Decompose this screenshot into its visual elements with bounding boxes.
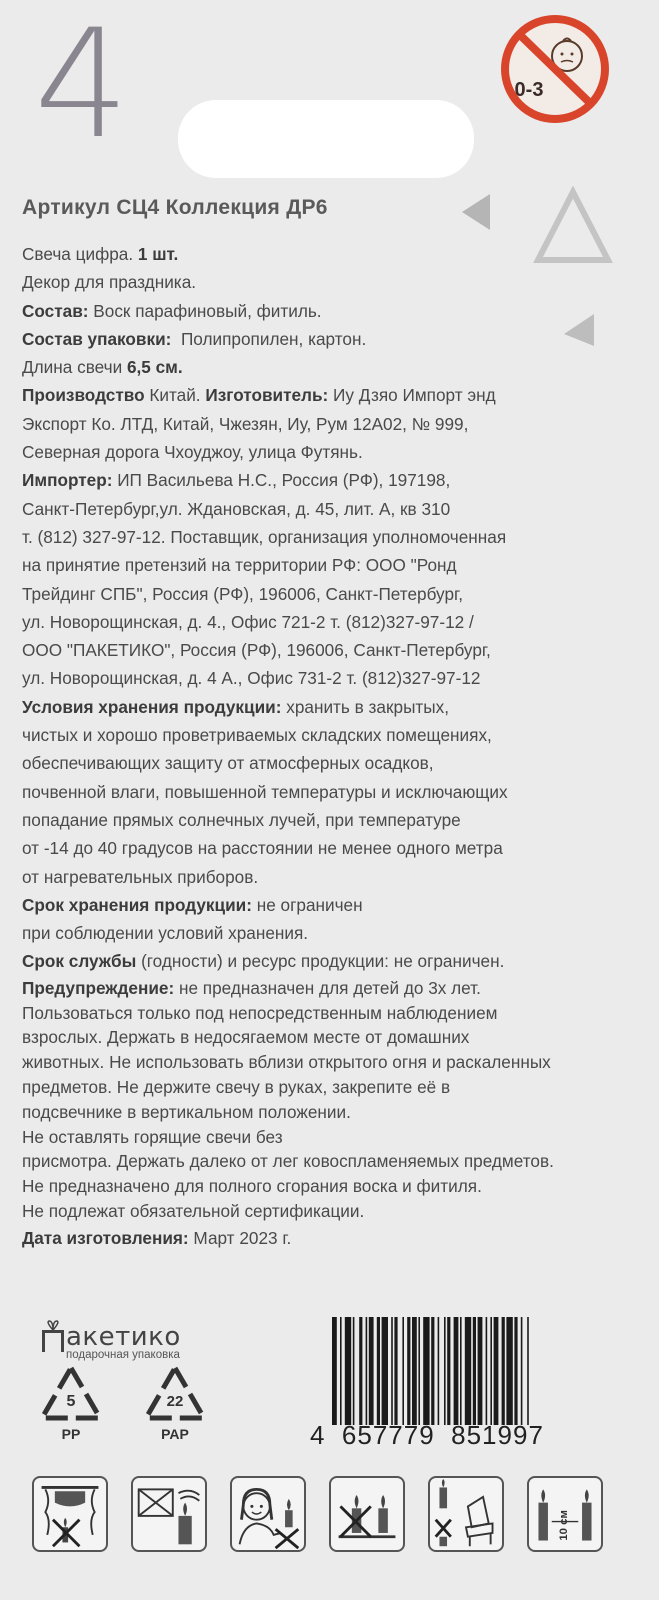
brand-name: акетико: [66, 1322, 181, 1352]
text-line: ул. Новорощинская, д. 4., Офис 721-2 т. (812)327-97-12 /: [22, 611, 474, 632]
barcode-bar: [382, 1317, 388, 1425]
text-line: почвенной влаги, повышенной температуры и исключающих: [22, 781, 508, 802]
distance-10cm-icon: [527, 1476, 603, 1552]
text-line: животных. Не использовать вблизи открытого огня и раскаленных: [22, 1052, 551, 1073]
barcode-bar: [391, 1317, 393, 1425]
barcode-bar: [412, 1317, 417, 1425]
text-line: Срок хранения продукции: не ограничен: [22, 894, 363, 915]
barcode-bar: [418, 1317, 420, 1425]
text-line: при соблюдении условий хранения.: [22, 923, 309, 944]
text-line: т. (812) 327-97-12. Поставщик, организация уполномоченная: [22, 526, 507, 547]
gift-box-icon: [40, 1320, 66, 1352]
barcode-bar: [332, 1317, 337, 1425]
text-line: Состав: Воск парафиновый, фитиль.: [22, 300, 322, 321]
barcode-bar: [377, 1317, 380, 1425]
svg-text:10 см: 10 см: [557, 1510, 570, 1541]
text-line: от -14 до 40 градусов на расстоянии не менее одного метра: [22, 838, 503, 859]
text-line: Предупреждение: не предназначен для детей до 3х лет.: [22, 977, 481, 998]
text-line: ООО "ПАКЕТИКО", Россия (РФ), 196006, Санкт-Петербург,: [22, 640, 491, 661]
text-line: обеспечивающих защиту от атмосферных осадков,: [22, 753, 434, 774]
barcode-bar: [407, 1317, 410, 1425]
barcode-bar: [447, 1317, 450, 1425]
brand-logo: [40, 1320, 181, 1361]
barcode-bar: [454, 1317, 459, 1425]
text-line: Не подлежат обязательной сертификации.: [22, 1200, 365, 1221]
text-line: Трейдинг СПБ", Россия (РФ), 196006, Санкт-Петербург,: [22, 583, 463, 604]
barcode-bar: [506, 1317, 512, 1425]
no-flammables-icon: [131, 1476, 207, 1552]
age-badge-label: 0-3: [514, 79, 544, 101]
barcode-bar: [521, 1317, 523, 1425]
child-supervision-icon: [230, 1476, 306, 1552]
text-line: попадание прямых солнечных лучей, при температуре: [22, 809, 461, 830]
recycle-pap-label: PAP: [161, 1426, 189, 1442]
barcode-bar: [514, 1317, 517, 1425]
no-near-candle-icon: [329, 1476, 405, 1552]
text-line: Санкт-Петербург,ул. Ждановская, д. 45, лит. А, кв 310: [22, 498, 451, 519]
text-line: от нагревательных приборов.: [22, 866, 259, 887]
text-line: ул. Новорощинская, д. 4 А., Офис 731-2 т. (812)327-97-12: [22, 668, 481, 689]
svg-text:5: 5: [66, 1393, 76, 1410]
barcode-bar: [486, 1317, 488, 1425]
text-line: Экспорт Ко. ЛТД, Китай, Чжезян, Иу, Рум 12А02, № 999,: [22, 413, 469, 434]
barcode-bar: [444, 1317, 446, 1425]
barcode-bar: [438, 1317, 440, 1425]
text-line: Срок службы (годности) и ресурс продукции: не ограничен.: [22, 951, 505, 972]
svg-text:22: 22: [166, 1393, 184, 1410]
text-line: Условия хранения продукции: хранить в закрытых,: [22, 696, 450, 717]
decor-triangle-small: [458, 192, 494, 232]
safety-pictograms: [32, 1476, 603, 1552]
big-number-digit: 4: [34, 0, 128, 172]
text-line: взрослых. Держать в недосягаемом месте от домашних: [22, 1027, 470, 1048]
text-line: Производство Китай. Изготовитель: Иу Дзяо Импорт энд: [22, 385, 496, 406]
no-curtains-icon: [32, 1476, 108, 1552]
text-line: предметов. Не держите свечу в руках, закрепите её в: [22, 1076, 451, 1097]
barcode-number: 4 657779 851997: [310, 1420, 544, 1450]
white-label-patch: [178, 100, 474, 178]
barcode-bar: [465, 1317, 471, 1425]
age-restriction-icon: [497, 14, 613, 124]
barcode-bar: [353, 1317, 355, 1425]
text-line: подсвечнике в вертикальном положении.: [22, 1101, 351, 1122]
barcode-bar: [402, 1317, 404, 1425]
barcode-bar: [527, 1317, 529, 1425]
text-line: Состав упаковки: Полипропилен, картон.: [22, 328, 367, 349]
recycle-pp-label: PP: [61, 1426, 81, 1442]
barcode-bar: [478, 1317, 483, 1425]
text-line: чистых и хорошо проветриваемых складских помещениях,: [22, 725, 492, 746]
barcode: [330, 1317, 630, 1425]
text-line: присмотра. Держать далеко от лег ковоспламеняемых предметов.: [22, 1151, 554, 1172]
text-line: Декор для праздника.: [22, 272, 197, 293]
barcode-bar: [369, 1317, 374, 1425]
barcode-bar: [502, 1317, 505, 1425]
barcode-bar: [473, 1317, 476, 1425]
barcode-bar: [366, 1317, 368, 1425]
recycle-pp-icon: [36, 1362, 106, 1424]
text-line: Не предназначено для полного сгорания воска и фитиля.: [22, 1176, 482, 1197]
article-title: Артикул СЦ4 Коллекция ДР6: [22, 196, 328, 219]
text-line: Северная дорога Чхоуджоу, улица Футянь.: [22, 442, 363, 463]
barcode-bar: [394, 1317, 397, 1425]
barcode-bar: [490, 1317, 492, 1425]
barcode-bar: [340, 1317, 342, 1425]
text-line: Пользоваться только под непосредственным наблюдением: [22, 1002, 498, 1023]
brand-tagline: подарочная упаковка: [66, 1349, 180, 1361]
product-description: [22, 240, 642, 1252]
text-line: на принятие претензий на территории РФ: ООО "Ронд: [22, 555, 457, 576]
barcode-bar: [431, 1317, 434, 1425]
text-line: Дата изготовления: Март 2023 г.: [22, 1227, 292, 1248]
barcode-bar: [494, 1317, 499, 1425]
barcode-bar: [460, 1317, 462, 1425]
no-furniture-icon: [428, 1476, 504, 1552]
text-line: Не оставлять горящие свечи без: [22, 1126, 283, 1147]
text-line: Свеча цифра. 1 шт.: [22, 244, 179, 264]
barcode-bar: [359, 1317, 362, 1425]
barcode-bar: [345, 1317, 351, 1425]
barcode-bar: [423, 1317, 429, 1425]
text-line: Длина свечи 6,5 см.: [22, 357, 183, 378]
recycle-pap-icon: [140, 1362, 210, 1424]
text-line: Импортер: ИП Васильева Н.С., Россия (РФ), 197198,: [22, 470, 451, 491]
